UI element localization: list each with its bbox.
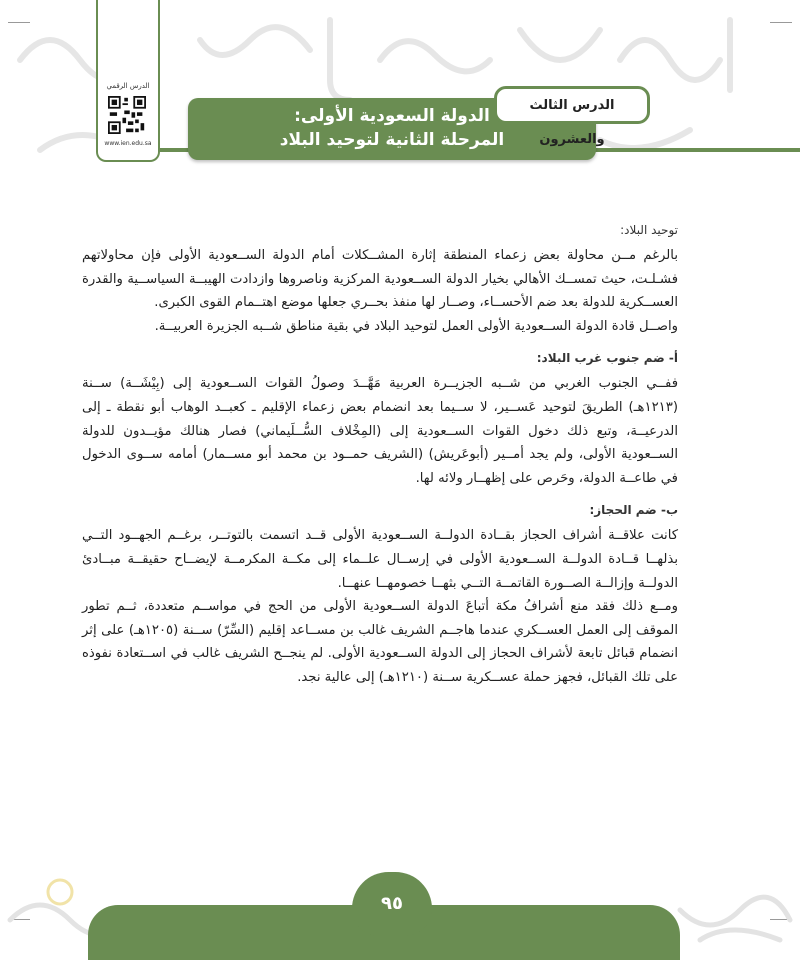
digital-lesson-label: الدرس الرقمي [106, 82, 150, 90]
crop-mark-top-right [770, 22, 792, 45]
section-title-hejaz: ب- ضم الحجاز: [589, 503, 678, 518]
section-title-unification: توحيد البلاد: [620, 223, 678, 237]
paragraph: ومــع ذلك فقد منع أشرافُ مكة أتباعَ الدولة الســعودية الأولى من الحج في مواســم متعددة، ثــم تطور الموقف إلى العمل العســكري عندما هاجــم الشريف غالب بن مســاعد إقليم (السِّرّ) ســنة (١٢٠٥هـ) على إثر انضمام قبائل تابعة لأشراف الحجاز إلى الدولة الســعودية الأولى. لم ينجــح الشريف غالب في اســتعادة نفوذه على تلك القبائل، فجهز حملة عســكرية ســنة (١٢١٠هـ) إلى عالية نجد. [82, 599, 678, 685]
paragraph: بالرغم مــن محاولة بعض زعماء المنطقة إثارة المشــكلات أمام الدولة الســعودية الأولى فإن محاولاتهم فشـلـت، حيث تمســك الأهالي بخيار الدولة الســعودية المركزية وناصروها وازدادت الهيبــة السياســية والقدرة العســكرية للدولة بعد ضم الأحســاء، وصــار لها منفذ بحــري جعلها موضع اهتــمام القوى الكبرى. [82, 248, 678, 311]
qr-code-icon[interactable] [108, 96, 146, 134]
lesson-title-line1: الدولة السعودية الأولى: [294, 106, 490, 126]
paragraph: كانت علاقــة أشراف الحجاز بقــادة الدولــة الســعودية الأولى قــد اتسمت بالتوتــر، برغــم الجهــود التــي بذلهــا قــادة الدولــة الســعودية الأولى في إرســال علــماء إلى مكــة المكرمــة لإيضــاح حقيقــة مبــادئ الدولــة وإزالــة الصــورة القاتمــة التــي بثهــا خصومهــا عنهــا. [82, 528, 678, 591]
lesson-body [82, 220, 678, 690]
lesson-number-tab: الدرس الثالث والعشرون [494, 86, 650, 124]
digital-lesson-card[interactable] [96, 0, 160, 162]
section-title-southwest: أ- ضم جنوب غرب البلاد: [536, 351, 678, 366]
lesson-title-line2: المرحلة الثانية لتوحيد البلاد [279, 130, 505, 150]
paragraph: واصــل قادة الدولة الســعودية الأولى العمل لتوحيد البلاد في بقية مناطق شــبه الجزيرة العربيــة. [154, 318, 678, 334]
digital-lesson-url[interactable]: www.ien.edu.sa [104, 140, 152, 147]
crop-mark-top-left [8, 22, 30, 45]
page-number: ٩٥ [352, 872, 432, 936]
paragraph: ففــي الجنوب الغربي من شــبه الجزيــرة العربية مَهَّــدَ وصولُ القوات الســعودية إلى (بِيْشَــة) ســنة (١٢١٣هـ) الطريقَ لتوحيد عَســير، لا ســيما بعد انضمام بعض زعماء الإقليم ـ كعبــد الوهاب أبو نقطة ـ إلى الدرعيــة، وتبع ذلك دخول القوات الســعودية إلى (المِخْلاف السُّــلَيماني) فصار هنالك مؤيــدون للدولة الســعودية الأولى، ولم يجد أمــير (أبوعَريش) (الشريف حمــود بن محمد أبو مســمار) أمامه ســوى الدخول في طاعــة الدولة، وحَرص على إظهــار ولائه لها. [82, 376, 678, 486]
